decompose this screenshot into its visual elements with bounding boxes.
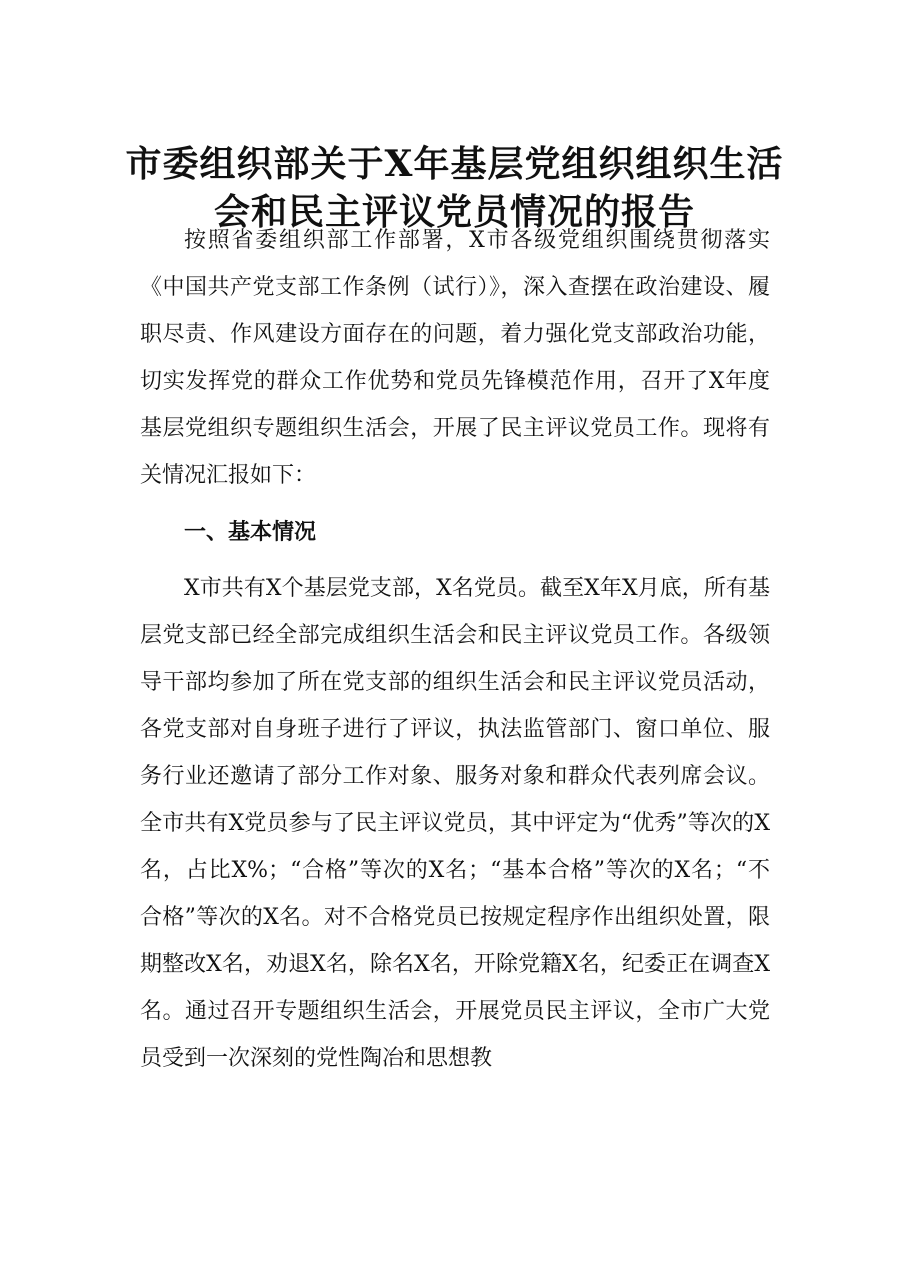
section-heading-basic-situation: 一、基本情况 [184,520,317,545]
intro-paragraph: 按照省委组织部工作部署，X市各级党组织围绕贯彻落实《中国共产党支部工作条例（试行）》，深入查摆在政治建设、履职尽责、作风建设方面存在的问题，着力强化党支部政治功能，切实发挥党的群众工作优势和党员先锋模范作用，召开了X年度基层党组织专题组织生活会，开展了民主评议党员工作。现将有关情况汇报如下： [140,228,770,488]
title-line-1: 市委组织部关于X年基层党组织组织生活 [125,143,784,185]
document-body [140,217,770,1082]
section-paragraph-basic-situation: X市共有X个基层党支部，X名党员。截至X年X月底，所有基层党支部已经全部完成组织生活会和民主评议党员工作。各级领导干部均参加了所在党支部的组织生活会和民主评议党员活动，各党支部对自身班子进行了评议，执法监管部门、窗口单位、服务行业还邀请了部分工作对象、服务对象和群众代表列席会议。全市共有X党员参与了民主评议党员，其中评定为“优秀”等次的X名，占比X%；“合格”等次的X名；“基本合格”等次的X名；“不合格”等次的X名。对不合格党员已按规定程序作出组织处置，限期整改X名，劝退X名，除名X名，开除党籍X名，纪委正在调查X名。通过召开专题组织生活会，开展党员民主评议，全市广大党员受到一次深刻的党性陶冶和思想教 [140,576,770,1071]
title-line-2: 会和民主评议党员情况的报告 [213,191,695,233]
